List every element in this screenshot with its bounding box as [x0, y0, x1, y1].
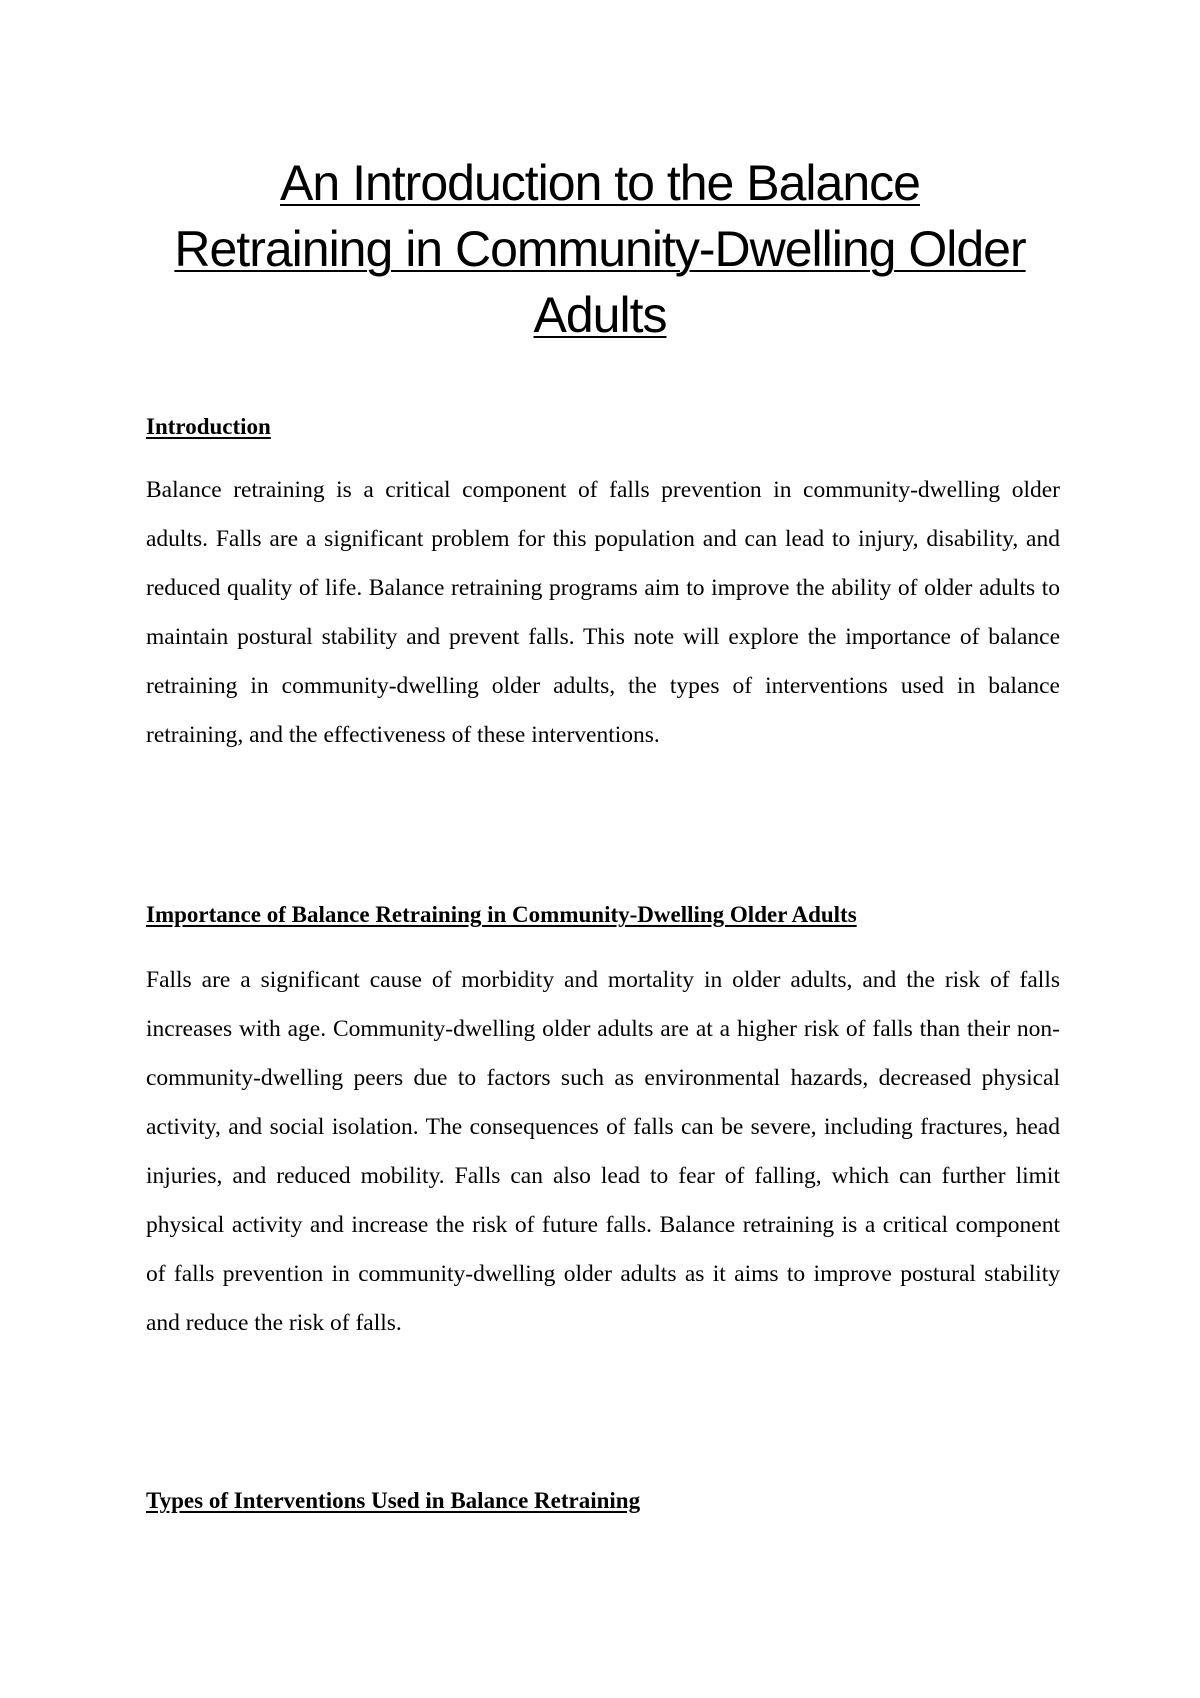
- document-title: An Introduction to the Balance Retraining in Community-Dwelling Older Adults: [174, 155, 1026, 343]
- section-heading-introduction: Introduction: [146, 414, 271, 439]
- paragraph-importance: Falls are a significant cause of morbidity and mortality in older adults, and the risk of falls increases with age. Community-dwelling older adults are at a higher risk of falls than their non-community-dwelling peers due to factors such as environmental hazards, decreased physical activity, and social isolation. The consequences of falls can be severe, including fractures, head injuries, and reduced mobility. Falls can also lead to fear of falling, which can further limit physical activity and increase the risk of future falls. Balance retraining is a critical component of falls prevention in community-dwelling older adults as it aims to improve postural stability and reduce the risk of falls.: [146, 967, 1060, 1336]
- section-heading-importance: Importance of Balance Retraining in Community-Dwelling Older Adults: [146, 902, 857, 927]
- section-heading-interventions: Types of Interventions Used in Balance Retraining: [146, 1488, 641, 1513]
- paragraph-introduction: Balance retraining is a critical component of falls prevention in community-dwelling older adults. Falls are a significant problem for this population and can lead to injury, disability, and reduced quality of life. Balance retraining programs aim to improve the ability of older adults to maintain postural stability and prevent falls. This note will explore the importance of balance retraining in community-dwelling older adults, the types of interventions used in balance retraining, and the effectiveness of these interventions.: [146, 477, 1060, 748]
